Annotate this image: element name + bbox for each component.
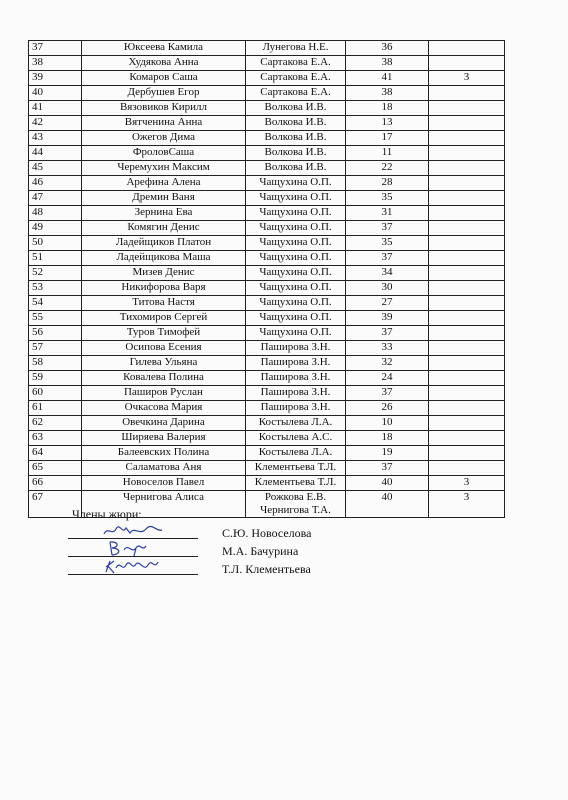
place-cell	[429, 176, 505, 191]
student-name-cell: Мизев Денис	[82, 266, 246, 281]
table-row	[29, 86, 505, 101]
row-number-cell: 39	[29, 71, 82, 86]
table-row	[29, 236, 505, 251]
table-row	[29, 311, 505, 326]
student-name-cell: Осипова Есения	[82, 341, 246, 356]
place-cell	[429, 386, 505, 401]
table-row	[29, 356, 505, 371]
place-cell	[429, 131, 505, 146]
place-cell	[429, 296, 505, 311]
student-name-cell: Дербушев Егор	[82, 86, 246, 101]
place-cell	[429, 251, 505, 266]
table-row	[29, 206, 505, 221]
results-table	[28, 40, 505, 518]
student-name-cell: Ширяева Валерия	[82, 431, 246, 446]
row-number-cell: 66	[29, 476, 82, 491]
score-cell: 17	[346, 131, 429, 146]
row-number-cell: 57	[29, 341, 82, 356]
place-cell	[429, 86, 505, 101]
teacher-cell: Чащухина О.П.	[246, 206, 346, 221]
place-cell	[429, 56, 505, 71]
teacher-cell: Паширова З.Н.	[246, 401, 346, 416]
row-number-cell: 61	[29, 401, 82, 416]
jury-member-name: С.Ю. Новоселова	[222, 526, 312, 540]
score-cell: 28	[346, 176, 429, 191]
teacher-cell: Клементьева Т.Л.	[246, 476, 346, 491]
place-cell	[429, 161, 505, 176]
teacher-cell: Волкова И.В.	[246, 116, 346, 131]
score-cell: 41	[346, 71, 429, 86]
signature-1	[100, 520, 170, 540]
score-cell: 32	[346, 356, 429, 371]
place-cell	[429, 266, 505, 281]
teacher-cell: Лунегова Н.Е.	[246, 41, 346, 56]
table-row	[29, 116, 505, 131]
row-number-cell: 53	[29, 281, 82, 296]
row-number-cell: 54	[29, 296, 82, 311]
score-cell: 38	[346, 56, 429, 71]
teacher-cell: Чащухина О.П.	[246, 266, 346, 281]
table-row	[29, 101, 505, 116]
student-name-cell: ФроловСаша	[82, 146, 246, 161]
score-cell: 26	[346, 401, 429, 416]
place-cell	[429, 41, 505, 56]
student-name-cell: Худякова Анна	[82, 56, 246, 71]
table-row	[29, 386, 505, 401]
row-number-cell: 44	[29, 146, 82, 161]
place-cell	[429, 311, 505, 326]
row-number-cell: 51	[29, 251, 82, 266]
student-name-cell: Никифорова Варя	[82, 281, 246, 296]
place-cell: 3	[429, 491, 505, 518]
student-name-cell: Юксеева Камила	[82, 41, 246, 56]
row-number-cell: 42	[29, 116, 82, 131]
score-cell: 36	[346, 41, 429, 56]
student-name-cell: Тихомиров Сергей	[82, 311, 246, 326]
teacher-cell: Сартакова Е.А.	[246, 56, 346, 71]
table-row	[29, 251, 505, 266]
place-cell: 3	[429, 476, 505, 491]
row-number-cell: 52	[29, 266, 82, 281]
score-cell: 22	[346, 161, 429, 176]
score-cell: 13	[346, 116, 429, 131]
score-cell: 18	[346, 101, 429, 116]
score-cell: 39	[346, 311, 429, 326]
student-name-cell: Овечкина Дарина	[82, 416, 246, 431]
place-cell: 3	[429, 71, 505, 86]
place-cell	[429, 431, 505, 446]
place-cell	[429, 191, 505, 206]
student-name-cell: Дремин Ваня	[82, 191, 246, 206]
row-number-cell: 64	[29, 446, 82, 461]
place-cell	[429, 461, 505, 476]
row-number-cell: 43	[29, 131, 82, 146]
student-name-cell: Ожегов Дима	[82, 131, 246, 146]
teacher-cell: Паширова З.Н.	[246, 341, 346, 356]
student-name-cell: Зернина Ева	[82, 206, 246, 221]
table-row	[29, 446, 505, 461]
teacher-cell: Чащухина О.П.	[246, 296, 346, 311]
score-cell: 30	[346, 281, 429, 296]
score-cell: 37	[346, 221, 429, 236]
teacher-cell: Чащухина О.П.	[246, 191, 346, 206]
row-number-cell: 40	[29, 86, 82, 101]
student-name-cell: Ладейщикова Маша	[82, 251, 246, 266]
student-name-cell: Комягин Денис	[82, 221, 246, 236]
place-cell	[429, 206, 505, 221]
row-number-cell: 48	[29, 206, 82, 221]
score-cell: 40	[346, 476, 429, 491]
place-cell	[429, 236, 505, 251]
row-number-cell: 45	[29, 161, 82, 176]
row-number-cell: 67	[29, 491, 82, 518]
teacher-cell: Чащухина О.П.	[246, 281, 346, 296]
student-name-cell: Туров Тимофей	[82, 326, 246, 341]
student-name-cell: Титова Настя	[82, 296, 246, 311]
place-cell	[429, 401, 505, 416]
table-row	[29, 161, 505, 176]
row-number-cell: 59	[29, 371, 82, 386]
table-row	[29, 326, 505, 341]
table-row	[29, 431, 505, 446]
jury-block	[72, 507, 312, 578]
row-number-cell: 38	[29, 56, 82, 71]
row-number-cell: 46	[29, 176, 82, 191]
row-number-cell: 65	[29, 461, 82, 476]
jury-member-name: М.А. Бачурина	[222, 544, 299, 558]
results-table-body	[29, 41, 505, 518]
score-cell: 24	[346, 371, 429, 386]
row-number-cell: 55	[29, 311, 82, 326]
teacher-cell: Чащухина О.П.	[246, 251, 346, 266]
place-cell	[429, 326, 505, 341]
score-cell: 31	[346, 206, 429, 221]
place-cell	[429, 116, 505, 131]
table-row	[29, 146, 505, 161]
score-cell: 40	[346, 491, 429, 518]
row-number-cell: 63	[29, 431, 82, 446]
table-row	[29, 71, 505, 86]
table-row	[29, 266, 505, 281]
teacher-cell: Чащухина О.П.	[246, 176, 346, 191]
teacher-cell: Костылева Л.А.	[246, 416, 346, 431]
score-cell: 37	[346, 386, 429, 401]
table-row	[29, 191, 505, 206]
row-number-cell: 50	[29, 236, 82, 251]
teacher-cell: Паширова З.Н.	[246, 356, 346, 371]
student-name-cell: Вятченина Анна	[82, 116, 246, 131]
table-row	[29, 416, 505, 431]
score-cell: 37	[346, 461, 429, 476]
teacher-cell: Волкова И.В.	[246, 131, 346, 146]
teacher-cell: Сартакова Е.А.	[246, 71, 346, 86]
teacher-cell: Волкова И.В.	[246, 161, 346, 176]
teacher-cell: Волкова И.В.	[246, 146, 346, 161]
row-number-cell: 56	[29, 326, 82, 341]
score-cell: 37	[346, 326, 429, 341]
jury-member-name: Т.Л. Клементьева	[222, 562, 311, 576]
place-cell	[429, 416, 505, 431]
jury-title: Члены жюри:	[72, 507, 142, 521]
score-cell: 34	[346, 266, 429, 281]
table-row	[29, 221, 505, 236]
teacher-cell: Чащухина О.П.	[246, 236, 346, 251]
student-name-cell: Черемухин Максим	[82, 161, 246, 176]
score-cell: 33	[346, 341, 429, 356]
student-name-cell: Паширов Руслан	[82, 386, 246, 401]
teacher-cell: Костылева Л.А.	[246, 446, 346, 461]
teacher-cell: Клементьева Т.Л.	[246, 461, 346, 476]
place-cell	[429, 146, 505, 161]
row-number-cell: 41	[29, 101, 82, 116]
row-number-cell: 58	[29, 356, 82, 371]
teacher-cell: Чащухина О.П.	[246, 326, 346, 341]
student-name-cell: Ладейщиков Платон	[82, 236, 246, 251]
student-name-cell: Гилева Ульяна	[82, 356, 246, 371]
signature-3	[100, 556, 170, 576]
row-number-cell: 49	[29, 221, 82, 236]
teacher-cell: Чащухина О.П.	[246, 311, 346, 326]
teacher-cell: Чащухина О.П.	[246, 221, 346, 236]
table-row	[29, 176, 505, 191]
table-row	[29, 371, 505, 386]
score-cell: 37	[346, 251, 429, 266]
table-row	[29, 131, 505, 146]
place-cell	[429, 101, 505, 116]
row-number-cell: 47	[29, 191, 82, 206]
teacher-cell: Рожкова Е.В. Чернигова Т.А.	[246, 491, 346, 518]
teacher-cell: Паширова З.Н.	[246, 371, 346, 386]
table-row	[29, 56, 505, 71]
row-number-cell: 37	[29, 41, 82, 56]
place-cell	[429, 341, 505, 356]
place-cell	[429, 281, 505, 296]
student-name-cell: Чернигова Алиса	[82, 491, 246, 518]
student-name-cell: Очкасова Мария	[82, 401, 246, 416]
score-cell: 11	[346, 146, 429, 161]
table-row	[29, 296, 505, 311]
table-row	[29, 281, 505, 296]
teacher-cell: Костылева А.С.	[246, 431, 346, 446]
signature-2	[100, 538, 170, 558]
score-cell: 35	[346, 236, 429, 251]
score-cell: 10	[346, 416, 429, 431]
table-row	[29, 401, 505, 416]
student-name-cell: Комаров Саша	[82, 71, 246, 86]
student-name-cell: Саламатова Аня	[82, 461, 246, 476]
student-name-cell: Новоселов Павел	[82, 476, 246, 491]
place-cell	[429, 446, 505, 461]
table-row	[29, 476, 505, 491]
jury-member-row	[72, 560, 311, 578]
score-cell: 19	[346, 446, 429, 461]
score-cell: 27	[346, 296, 429, 311]
score-cell: 35	[346, 191, 429, 206]
table-row	[29, 41, 505, 56]
place-cell	[429, 221, 505, 236]
table-row	[29, 341, 505, 356]
student-name-cell: Ковалева Полина	[82, 371, 246, 386]
student-name-cell: Балеевских Полина	[82, 446, 246, 461]
score-cell: 18	[346, 431, 429, 446]
teacher-cell: Сартакова Е.А.	[246, 86, 346, 101]
teacher-cell: Паширова З.Н.	[246, 386, 346, 401]
place-cell	[429, 356, 505, 371]
student-name-cell: Арефина Алена	[82, 176, 246, 191]
student-name-cell: Вязовиков Кирилл	[82, 101, 246, 116]
row-number-cell: 60	[29, 386, 82, 401]
table-row	[29, 461, 505, 476]
teacher-cell: Волкова И.В.	[246, 101, 346, 116]
score-cell: 38	[346, 86, 429, 101]
place-cell	[429, 371, 505, 386]
row-number-cell: 62	[29, 416, 82, 431]
